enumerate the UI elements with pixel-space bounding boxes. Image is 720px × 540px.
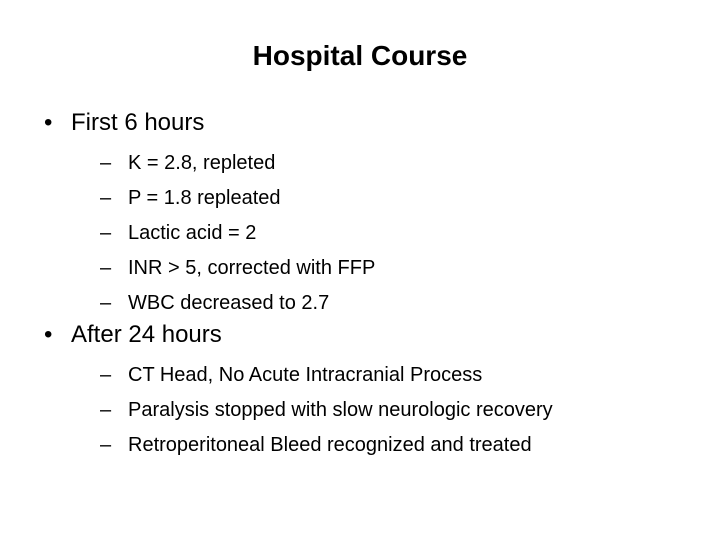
section-first-6-hours: [44, 108, 375, 321]
list-item-text: Retroperitoneal Bleed recognized and treated: [128, 434, 532, 456]
list-item-text: Lactic acid = 2: [128, 222, 257, 244]
dash-glyph: –: [100, 292, 112, 314]
list-item: [100, 358, 553, 393]
list-item-text: CT Head, No Acute Intracranial Process: [128, 364, 483, 386]
section-heading-row: [44, 108, 375, 138]
list-item: [100, 216, 375, 251]
dash-glyph: –: [100, 257, 112, 279]
dash-glyph: –: [100, 187, 112, 209]
list-item: [100, 251, 375, 286]
bullet-glyph: •: [44, 321, 53, 348]
section-heading-row: [44, 320, 553, 350]
dash-glyph: –: [100, 152, 112, 174]
list-item: [100, 146, 375, 181]
list-item-text: K = 2.8, repleted: [128, 152, 276, 174]
section-after-24-hours: [44, 320, 553, 463]
bullet-glyph: •: [44, 109, 53, 136]
list-item-text: INR > 5, corrected with FFP: [128, 257, 376, 279]
list-item-text: WBC decreased to 2.7: [128, 292, 330, 314]
sub-list: [100, 146, 375, 321]
list-item-text: P = 1.8 repleated: [128, 187, 281, 209]
list-item-text: Paralysis stopped with slow neurologic recovery: [128, 399, 553, 421]
slide-title: Hospital Course: [252, 40, 468, 71]
dash-glyph: –: [100, 434, 112, 456]
list-item: [100, 181, 375, 216]
section-heading: First 6 hours: [71, 109, 205, 136]
sub-list: [100, 358, 553, 463]
list-item: [100, 393, 553, 428]
section-heading: After 24 hours: [71, 321, 222, 348]
dash-glyph: –: [100, 399, 112, 421]
dash-glyph: –: [100, 364, 112, 386]
list-item: [100, 286, 375, 321]
list-item: [100, 428, 553, 463]
dash-glyph: –: [100, 222, 112, 244]
